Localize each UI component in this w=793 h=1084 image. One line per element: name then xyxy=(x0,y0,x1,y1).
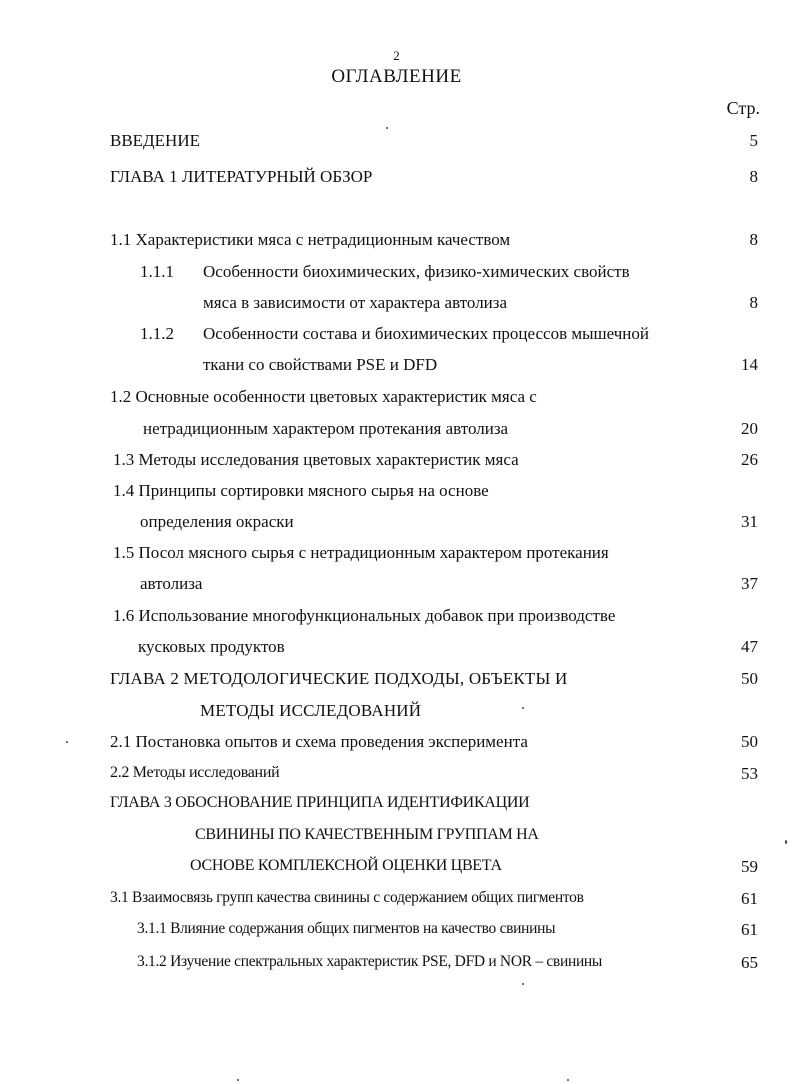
page-column-header: Стр. xyxy=(726,98,760,118)
toc-entry-label-cont: мяса в зависимости от характера автолиза xyxy=(203,293,508,312)
scan-speck xyxy=(567,1079,569,1081)
toc-entry-page: 37 xyxy=(741,574,758,593)
toc-entry-page: 47 xyxy=(741,637,758,656)
toc-entry-label: 1.2 Основные особенности цветовых характеристик мяса с xyxy=(110,387,537,406)
toc-entry-label: Особенности состава и биохимических процессов мышечной xyxy=(203,324,649,343)
toc-entry-page: 26 xyxy=(741,450,758,469)
toc-entry-label: 3.1 Взаимосвязь групп качества свинины с содержанием общих пигментов xyxy=(110,889,584,906)
toc-entry-number: 1.1.2 xyxy=(140,324,174,343)
toc-chapter-label: ГЛАВА 2 МЕТОДОЛОГИЧЕСКИЕ ПОДХОДЫ, ОБЪЕКТЫ И xyxy=(110,669,568,688)
toc-entry-label: Особенности биохимических, физико-химических свойств xyxy=(203,262,630,281)
toc-entry-label-cont: ткани со свойствами PSE и DFD xyxy=(203,355,438,374)
toc-entry-page: 65 xyxy=(741,953,758,972)
scan-speck xyxy=(522,707,524,709)
page-title: ОГЛАВЛЕНИЕ xyxy=(331,66,462,87)
toc-entry-label: 3.1.2 Изучение спектральных характеристик PSE, DFD и NOR – свинины xyxy=(137,953,603,970)
toc-entry-label: 2.1 Постановка опытов и схема проведения эксперимента xyxy=(110,732,528,751)
toc-entry-label: 1.4 Принципы сортировки мясного сырья на основе xyxy=(113,481,489,500)
toc-entry-page: 20 xyxy=(741,419,758,438)
toc-entry-page: 50 xyxy=(741,732,758,751)
toc-entry-page: 59 xyxy=(741,857,758,876)
toc-entry-page: 53 xyxy=(741,764,758,783)
scan-speck xyxy=(66,741,68,743)
toc-entry-page: 8 xyxy=(749,230,758,249)
toc-entry-label: 3.1.1 Влияние содержания общих пигментов на качество свинины xyxy=(137,920,556,937)
toc-chapter-label-cont: СВИНИНЫ ПО КАЧЕСТВЕННЫМ ГРУППАМ НА xyxy=(195,826,539,843)
toc-entry-label-cont: кусковых продуктов xyxy=(138,637,285,656)
toc-entry-label-cont: определения окраски xyxy=(140,512,294,531)
toc-entry-page: 8 xyxy=(749,293,758,312)
toc-entry-label: ВВЕДЕНИЕ xyxy=(110,131,200,150)
toc-entry-page: 50 xyxy=(741,669,758,688)
toc-entry-label: 1.5 Посол мясного сырья с нетрадиционным характером протекания xyxy=(113,543,609,562)
toc-entry-page: 14 xyxy=(741,355,758,374)
toc-chapter-label-cont: МЕТОДЫ ИССЛЕДОВАНИЙ xyxy=(200,701,422,720)
page-number: 2 xyxy=(393,48,400,63)
toc-entry-label: 1.3 Методы исследования цветовых характеристик мяса xyxy=(113,450,519,469)
toc-entry-label-cont: автолиза xyxy=(140,574,203,593)
scan-speck xyxy=(386,127,388,129)
toc-chapter-label: ГЛАВА 1 ЛИТЕРАТУРНЫЙ ОБЗОР xyxy=(110,167,373,186)
toc-entry-page: 61 xyxy=(741,920,758,939)
scan-speck xyxy=(237,1079,239,1081)
toc-entry-label: 1.1 Характеристики мяса с нетрадиционным качеством xyxy=(110,230,511,249)
toc-entry-label: 2.2 Методы исследований xyxy=(110,764,280,781)
toc-chapter-label: ГЛАВА 3 ОБОСНОВАНИЕ ПРИНЦИПА ИДЕНТИФИКАЦИИ xyxy=(110,794,530,811)
toc-entry-page: 61 xyxy=(741,889,758,908)
scan-speck xyxy=(785,840,787,844)
toc-entry-page: 5 xyxy=(749,131,758,150)
toc-entry-number: 1.1.1 xyxy=(140,262,174,281)
scan-speck xyxy=(522,983,524,985)
toc-entry-label-cont: нетрадиционным характером протекания автолиза xyxy=(143,419,509,438)
toc-entry-page: 31 xyxy=(741,512,758,531)
toc-entry-label: 1.6 Использование многофункциональных добавок при производстве xyxy=(113,606,616,625)
toc-chapter-label-cont: ОСНОВЕ КОМПЛЕКСНОЙ ОЦЕНКИ ЦВЕТА xyxy=(190,857,502,874)
toc-entry-page: 8 xyxy=(749,167,758,186)
